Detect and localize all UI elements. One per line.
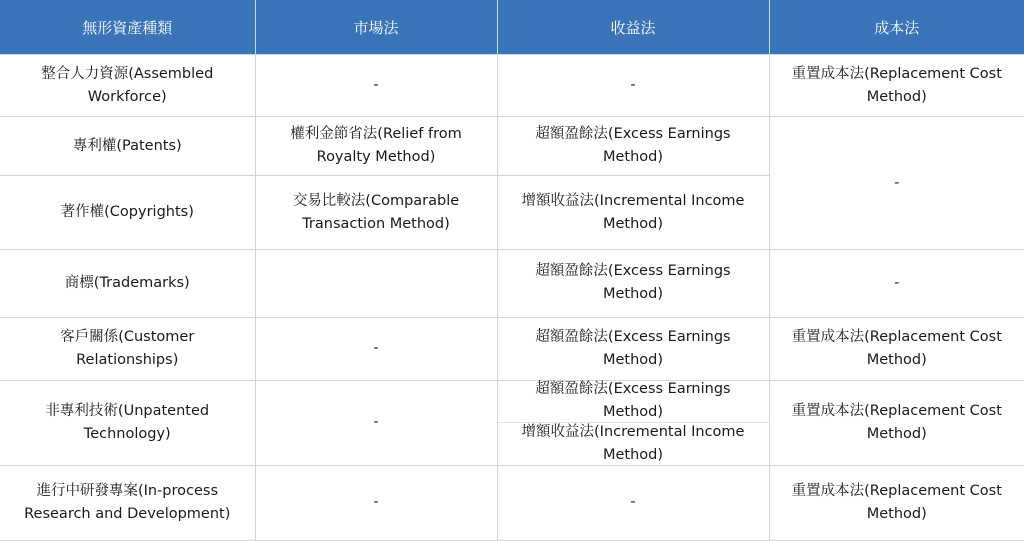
market-cell bbox=[255, 250, 497, 317]
header-income-approach: 收益法 bbox=[497, 0, 769, 55]
table-row bbox=[0, 55, 1024, 117]
income-cell: 超額盈餘法(Excess Earnings Method) bbox=[497, 250, 769, 317]
asset-cell: 客戶關係(Customer Relationships) bbox=[0, 317, 255, 380]
header-asset-type: 無形資產種類 bbox=[0, 0, 255, 55]
income-cell: - bbox=[497, 465, 769, 540]
income-cell: 超額盈餘法(Excess Earnings Method) bbox=[497, 317, 769, 380]
header-row bbox=[0, 0, 1024, 55]
asset-cell: 商標(Trademarks) bbox=[0, 250, 255, 317]
income-cell: 超額盈餘法(Excess Earnings Method) bbox=[497, 117, 769, 176]
table-row bbox=[0, 117, 1024, 176]
asset-cell: 進行中研發專案(In-process Research and Development) bbox=[0, 465, 255, 540]
table-row bbox=[0, 465, 1024, 540]
cost-cell: 重置成本法(Replacement Cost Method) bbox=[769, 317, 1024, 380]
asset-cell: 著作權(Copyrights) bbox=[0, 176, 255, 250]
income-cell: - bbox=[497, 55, 769, 117]
header-cost-approach: 成本法 bbox=[769, 0, 1024, 55]
income-cell bbox=[497, 380, 769, 465]
table-row bbox=[0, 250, 1024, 317]
income-method-secondary: 增額收益法(Incremental Income Method) bbox=[521, 423, 745, 463]
market-cell: - bbox=[255, 380, 497, 465]
cost-cell: 重置成本法(Replacement Cost Method) bbox=[769, 380, 1024, 465]
market-cell: 交易比較法(Comparable Transaction Method) bbox=[255, 176, 497, 250]
market-cell: - bbox=[255, 465, 497, 540]
income-cell: 增額收益法(Incremental Income Method) bbox=[497, 176, 769, 250]
income-method-primary: 超額盈餘法(Excess Earnings Method) bbox=[498, 381, 769, 423]
asset-cell: 專利權(Patents) bbox=[0, 117, 255, 176]
cost-cell: 重置成本法(Replacement Cost Method) bbox=[769, 55, 1024, 117]
market-cell: 權利金節省法(Relief from Royalty Method) bbox=[255, 117, 497, 176]
market-cell: - bbox=[255, 317, 497, 380]
asset-cell: 整合人力資源(Assembled Workforce) bbox=[0, 55, 255, 117]
cost-cell: - bbox=[769, 117, 1024, 250]
cost-cell: - bbox=[769, 250, 1024, 317]
table-row bbox=[0, 317, 1024, 380]
table-row bbox=[0, 380, 1024, 465]
cost-cell: 重置成本法(Replacement Cost Method) bbox=[769, 465, 1024, 540]
market-cell: - bbox=[255, 55, 497, 117]
asset-cell: 非專利技術(Unpatented Technology) bbox=[0, 380, 255, 465]
header-market-approach: 市場法 bbox=[255, 0, 497, 55]
